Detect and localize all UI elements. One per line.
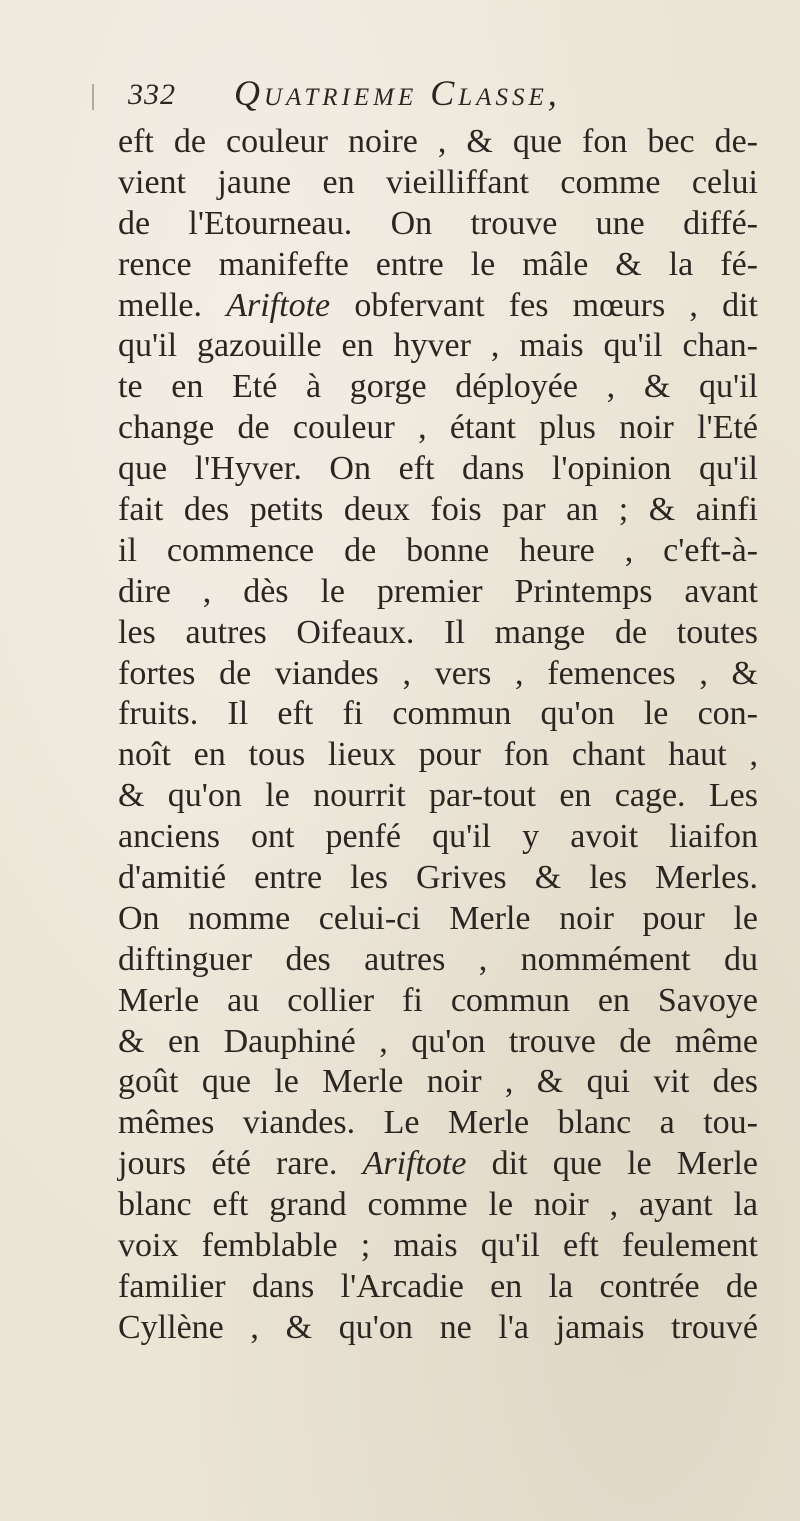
page-header [128,72,688,128]
author-name-italic: Ariftote [362,1145,467,1183]
text-line [118,899,758,940]
line-text: voix femblable ; mais qu'il eft feulement [118,1227,758,1265]
text-line [118,245,758,286]
line-text: & qu'on le nourrit par-tout en cage. Les [118,777,758,815]
line-text: Cyllène , & qu'on ne l'a jamais trouvé [118,1308,758,1346]
author-name-italic: Ariftote [226,286,331,324]
line-text: goût que le Merle noir , & qui vit des [118,1063,758,1101]
text-line [118,122,758,163]
line-text: qu'il gazouille en hyver , mais qu'il chan- [118,327,758,365]
text-line [118,613,758,654]
line-text: On nomme celui-ci Merle noir pour le [118,899,758,937]
line-text: melle. [118,286,227,324]
line-text: diftinguer des autres , nommément du [118,940,758,978]
page-number: 332 [128,78,176,111]
margin-ink-mark [92,84,98,110]
line-text: il commence de bonne heure , c'eft-à- [118,531,758,569]
text-line [118,735,758,776]
line-text: eft de couleur noire , & que fon bec de- [118,123,758,160]
running-title-word-1: Quatrieme [234,73,418,113]
text-line [118,654,758,695]
text-line [118,326,758,367]
line-text: d'amitié entre les Grives & les Merles. [118,859,758,897]
text-line [118,367,758,408]
line-text: familier dans l'Arcadie en la contrée de [118,1267,758,1305]
line-text: Merle au collier fi commun en Savoye [118,981,758,1019]
text-line [118,858,758,899]
body-text [118,122,758,1349]
text-line [118,449,758,490]
text-line [118,163,758,204]
line-text: & en Dauphiné , qu'on trouve de même [118,1022,758,1060]
running-title-punct: , [547,73,561,113]
text-line [118,940,758,981]
line-text: rence manifefte entre le mâle & la fé- [118,245,758,283]
text-line [118,286,758,327]
text-line [118,981,758,1022]
text-line [118,1226,758,1267]
text-line [118,1103,758,1144]
line-text: blanc eft grand comme le noir , ayant la [118,1186,758,1224]
text-line [118,694,758,735]
line-text: fait des petits deux fois par an ; & ainfi [118,491,758,529]
text-line [118,817,758,858]
text-line [118,408,758,449]
text-line [118,1144,758,1185]
text-line [118,1062,758,1103]
line-text: anciens ont penfé qu'il y avoit liaifon [118,818,758,856]
text-line [118,1267,758,1308]
line-text: dit que le Merle [466,1145,758,1183]
text-line [118,1308,758,1349]
line-text: mêmes viandes. Le Merle blanc a tou- [118,1104,758,1142]
text-line [118,1022,758,1063]
line-text: noît en tous lieux pour fon chant haut , [118,736,758,774]
text-line [118,531,758,572]
text-line [118,490,758,531]
line-text: vient jaune en vieilliffant comme celui [118,163,758,201]
line-text: te en Eté à gorge déployée , & qu'il [118,368,758,406]
running-title-word-2: Classe [430,73,548,113]
line-text: dire , dès le premier Printemps avant [118,572,758,610]
line-text: jours été rare. [118,1145,363,1183]
line-text: de l'Etourneau. On trouve une diffé- [118,204,758,242]
text-line [118,572,758,613]
line-text: change de couleur , étant plus noir l'Eté [118,409,758,447]
line-text: fruits. Il eft fi commun qu'on le con- [118,695,758,733]
line-text: les autres Oifeaux. Il mange de toutes [118,613,758,651]
running-title [234,72,561,114]
text-line [118,1185,758,1226]
text-line [118,776,758,817]
line-text: fortes de viandes , vers , femences , & [118,654,758,692]
line-text: que l'Hyver. On eft dans l'opinion qu'il [118,450,758,488]
text-line [118,204,758,245]
line-text: obfervant fes mœurs , dit [330,286,758,324]
